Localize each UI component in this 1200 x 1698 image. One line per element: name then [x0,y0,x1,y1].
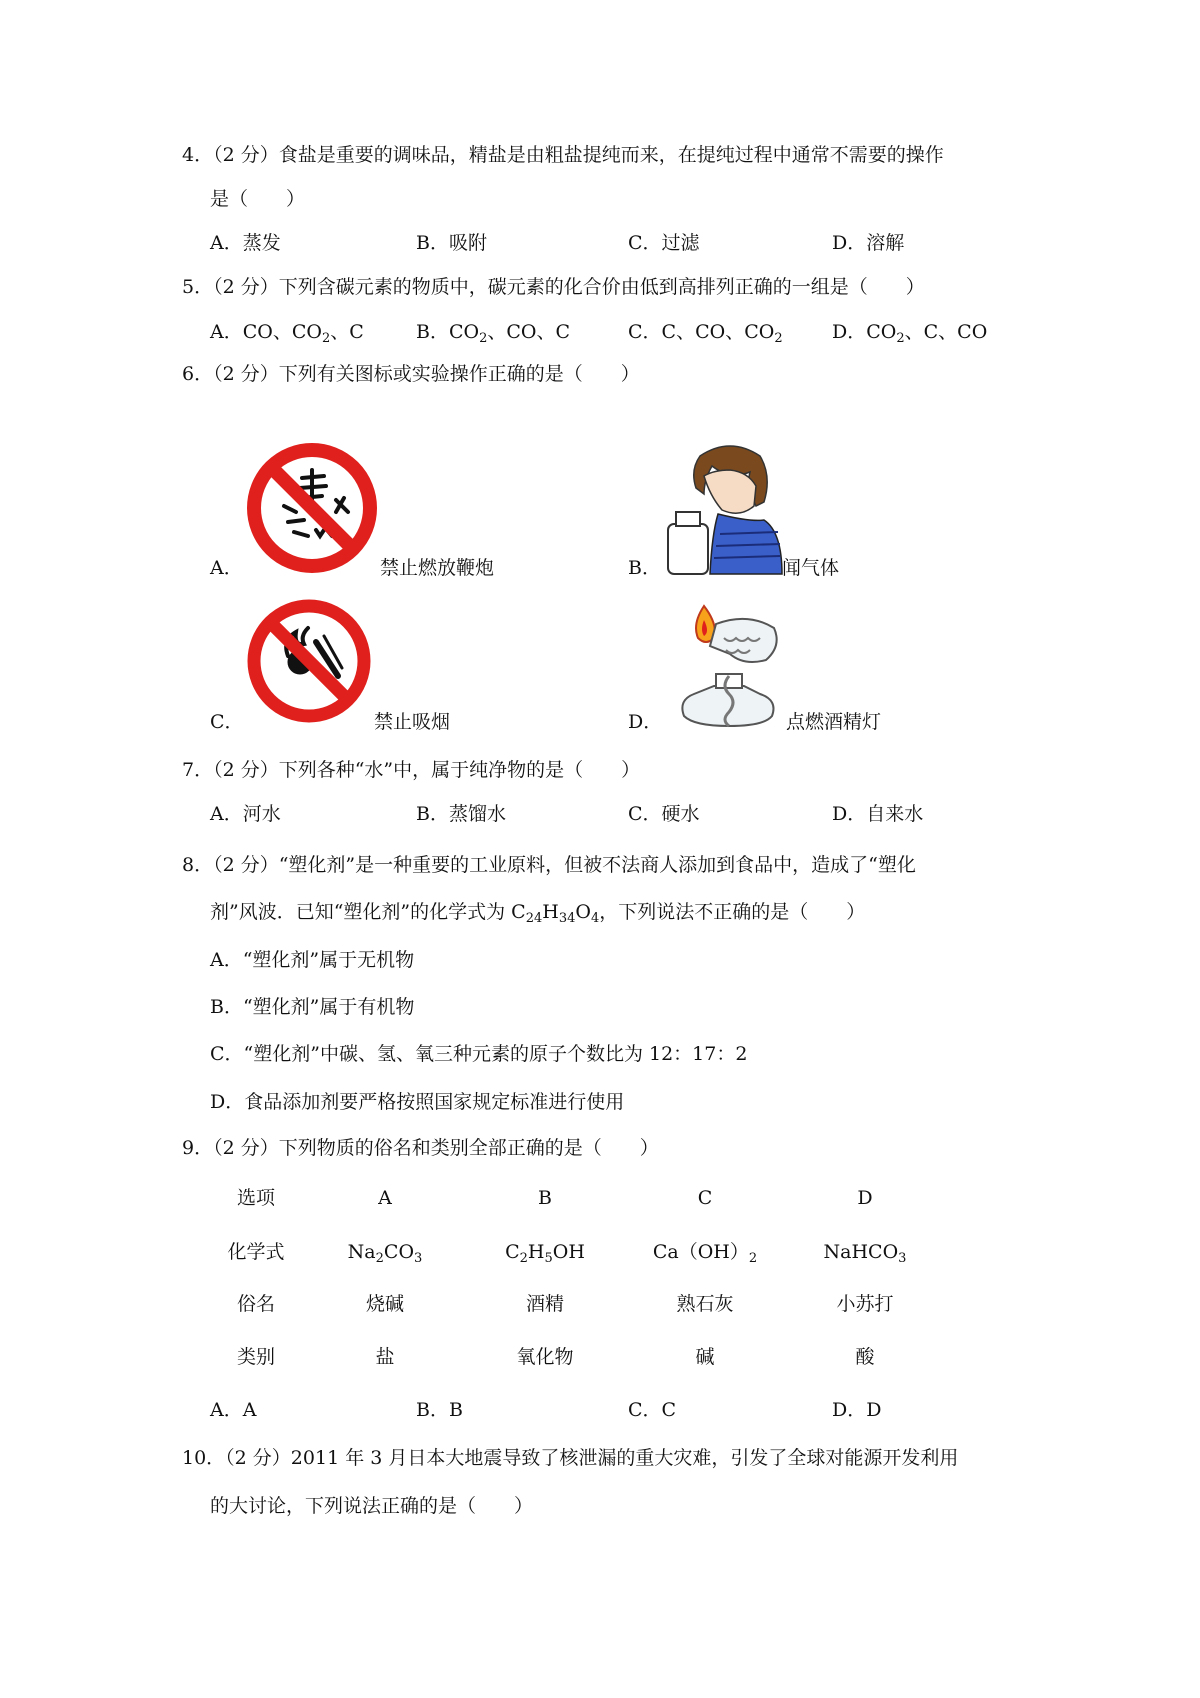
table-cell: 熟石灰 [676,1293,734,1315]
q4-option-c: C．过滤 [628,232,700,254]
q6-option-c-label: C． [210,711,244,733]
table-cell: $C_2H_5OH$ [505,1241,585,1266]
table-header-cell: C [697,1187,713,1209]
q10-stem-line2: 的大讨论，下列说法正确的是（ ） [210,1495,534,1517]
table-header-cell: A [378,1187,392,1209]
q8-option-d: D．食品添加剂要严格按照国家规定标准进行使用 [210,1091,625,1113]
no-firecrackers-icon [244,440,380,576]
table-cell: $Na_2CO_3$ [347,1241,423,1266]
q6-option-c-caption: 禁止吸烟 [374,711,451,733]
no-smoking-icon [244,596,374,726]
q6-option-a-label: A． [210,557,243,579]
q4-stem-line2: 是（ ） [210,188,306,210]
q5-option-a: A．CO、$CO_2$、C [210,321,364,346]
table-cell: 酒精 [525,1293,564,1315]
q10-stem-line1: 10．（2 分）2011 年 3 月日本大地震导致了核泄漏的重大灾难，引发了全球对能源开发利用 [182,1447,959,1469]
table-cell: 盐 [375,1346,395,1368]
q7-option-b: B．蒸馏水 [416,803,506,825]
q8-stem-line1: 8．（2 分）“塑化剂”是一种重要的工业原料，但被不法商人添加到食品中，造成了“塑化 [182,854,916,876]
q7-stem: 7．（2 分）下列各种“水”中，属于纯净物的是（ ） [182,759,641,781]
q9-option-a: A．A [210,1399,257,1421]
table-cell: 烧碱 [365,1293,404,1315]
q9-stem: 9．（2 分）下列物质的俗名和类别全部正确的是（ ） [182,1137,659,1159]
alcohol-lamp-icon [664,598,794,730]
q9-option-c: C．C [628,1399,677,1421]
q8-option-c: C．“塑化剂”中碳、氢、氧三种元素的原子个数比为 12：17：2 [210,1043,748,1065]
q8-option-b: B．“塑化剂”属于有机物 [210,996,415,1018]
q6-stem: 6．（2 分）下列有关图标或实验操作正确的是（ ） [182,363,640,385]
table-header-cell: D [857,1187,873,1209]
q6-option-b-caption: 闻气体 [782,557,840,579]
q7-option-c: C．硬水 [628,803,700,825]
q6-option-d-label: D． [628,711,663,733]
smelling-gas-icon [660,436,784,578]
q7-option-d: D．自来水 [832,803,924,825]
table-row-label: 化学式 [227,1241,285,1263]
table-row-label: 俗名 [236,1293,275,1315]
table-header-cell: B [538,1187,552,1209]
table-cell: 酸 [855,1346,875,1368]
q6-option-d-caption: 点燃酒精灯 [786,711,882,733]
q4-option-a: A．蒸发 [210,232,281,254]
table-cell: NaHCO$_3$ [823,1241,907,1266]
q9-option-d: D．D [832,1399,882,1421]
table-row-label: 类别 [236,1346,275,1368]
q7-option-a: A．河水 [210,803,281,825]
table-cell: 氧化物 [516,1346,574,1368]
q5-option-b: B．$CO_2$、CO、C [416,321,571,346]
table-cell: 碱 [695,1346,715,1368]
q6-option-b-label: B． [628,557,661,579]
q8-option-a: A．“塑化剂”属于无机物 [210,949,415,971]
q4-option-b: B．吸附 [416,232,487,254]
q8-stem-line2: 剂”风波．已知“塑化剂”的化学式为 $C_{24}H_{34}O_4$，下列说法不正确的是（ ） [210,901,866,926]
q5-option-d: D．$CO_2$、C、CO [832,321,988,346]
q9-option-b: B．B [416,1399,463,1421]
q6-option-a-caption: 禁止燃放鞭炮 [380,557,495,579]
q5-stem: 5．（2 分）下列含碳元素的物质中，碳元素的化合价由低到高排列正确的一组是（ ） [182,276,925,298]
q4-option-d: D．溶解 [832,232,905,254]
table-cell: $Ca(OH)_2$ [652,1241,758,1266]
table-cell: 小苏打 [836,1293,894,1315]
q4-stem-line1: 4．（2 分）食盐是重要的调味品，精盐是由粗盐提纯而来，在提纯过程中通常不需要的操作 [182,144,944,166]
table-header-cell: 选项 [236,1187,275,1209]
q5-option-c: C．C、CO、$CO_2$ [628,321,783,346]
